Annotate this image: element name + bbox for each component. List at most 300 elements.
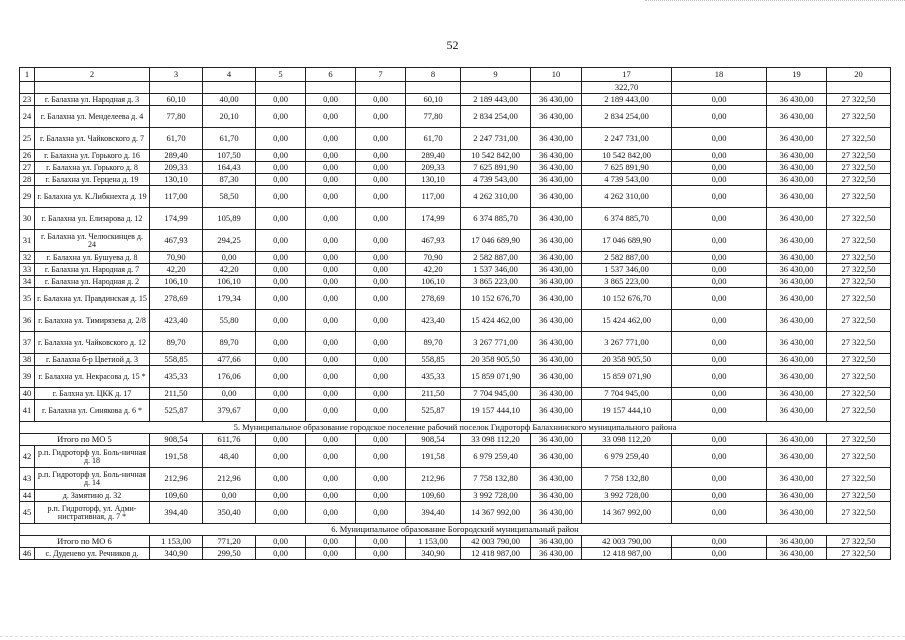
table-cell: 0,00 <box>356 490 406 502</box>
total-row <box>20 536 891 548</box>
table-cell: 0,00 <box>306 186 356 208</box>
table-row <box>20 400 891 422</box>
address-cell: г. Балахна ул. Герцена д. 19 <box>35 174 150 186</box>
table-cell: 36 430,00 <box>531 502 582 524</box>
table-cell: 27 322,50 <box>827 536 891 548</box>
table-cell: 0,00 <box>356 162 406 174</box>
table-cell: 0,00 <box>256 536 306 548</box>
scan-edge-mark <box>0 634 905 637</box>
table-cell: 3 865 223,00 <box>461 276 531 288</box>
header-row <box>20 68 891 82</box>
table-cell: 525,87 <box>406 400 461 422</box>
data-table <box>19 67 891 560</box>
table-cell: 0,00 <box>356 106 406 128</box>
row-number: 25 <box>20 128 35 150</box>
table-cell: 36 430,00 <box>767 150 827 162</box>
table-cell: 191,58 <box>406 446 461 468</box>
table-cell: 89,70 <box>203 332 256 354</box>
table-cell: 27 322,50 <box>827 252 891 264</box>
table-cell: 36 430,00 <box>531 264 582 276</box>
table-cell: 1 537 346,00 <box>461 264 531 276</box>
table-cell: 27 322,50 <box>827 332 891 354</box>
table-row <box>20 490 891 502</box>
address-cell: г. Балахна ул. К.Либкнехта д. 19 <box>35 186 150 208</box>
table-cell: 36 430,00 <box>531 162 582 174</box>
table-cell: 0,00 <box>356 434 406 446</box>
table-cell: 0,00 <box>306 468 356 490</box>
table-cell: 908,54 <box>406 434 461 446</box>
table-cell: 525,87 <box>150 400 203 422</box>
address-cell: д. Замятино д. 32 <box>35 490 150 502</box>
address-cell: с. Дуденево ул. Речников д. <box>35 548 150 560</box>
table-cell: 3 992 728,00 <box>461 490 531 502</box>
table-cell: 0,00 <box>672 186 767 208</box>
table-cell: 0,00 <box>203 388 256 400</box>
row-number: 44 <box>20 490 35 502</box>
table-cell: 2 582 887,00 <box>461 252 531 264</box>
table-row <box>20 366 891 388</box>
address-cell: г. Балахна ул. Некрасова д. 15 * <box>35 366 150 388</box>
table-cell: 89,70 <box>406 332 461 354</box>
table-cell: 36 430,00 <box>767 276 827 288</box>
table-cell: 0,00 <box>306 230 356 252</box>
table-cell: 36 430,00 <box>531 548 582 560</box>
address-cell: р.п. Гидроторф ул. Боль-ничная д. 14 <box>35 468 150 490</box>
table-cell: 36 430,00 <box>767 186 827 208</box>
table-cell: 117,00 <box>406 186 461 208</box>
table-cell <box>150 82 203 94</box>
table-cell: 212,96 <box>203 468 256 490</box>
table-cell: 174,99 <box>150 208 203 230</box>
table-cell <box>827 82 891 94</box>
table-cell: 0,00 <box>256 434 306 446</box>
table-cell: 7 758 132,80 <box>461 468 531 490</box>
row-number: 23 <box>20 94 35 106</box>
table-cell: 10 152 676,70 <box>582 288 672 310</box>
table-cell: 191,58 <box>150 446 203 468</box>
table-cell: 17 046 689,90 <box>461 230 531 252</box>
table-cell: 36 430,00 <box>531 332 582 354</box>
table-cell: 179,34 <box>203 288 256 310</box>
table-cell <box>203 82 256 94</box>
table-cell: 33 098 112,20 <box>461 434 531 446</box>
table-row <box>20 264 891 276</box>
table-cell: 0,00 <box>356 276 406 288</box>
table-cell: 36 430,00 <box>767 106 827 128</box>
table-cell: 36 430,00 <box>531 94 582 106</box>
table-row <box>20 162 891 174</box>
table-cell: 0,00 <box>306 434 356 446</box>
table-cell: 423,40 <box>150 310 203 332</box>
table-cell: 423,40 <box>406 310 461 332</box>
table-cell: 10 152 676,70 <box>461 288 531 310</box>
table-cell: 0,00 <box>256 230 306 252</box>
address-cell: р.п. Гидроторф ул. Боль-ничная д. 18 <box>35 446 150 468</box>
table-cell: 105,89 <box>203 208 256 230</box>
table-row <box>20 332 891 354</box>
table-cell: 211,50 <box>150 388 203 400</box>
page-number: 52 <box>446 38 459 52</box>
table-cell: 2 582 887,00 <box>582 252 672 264</box>
table-cell: 340,90 <box>150 548 203 560</box>
table-cell: 61,70 <box>203 128 256 150</box>
table-cell: 0,00 <box>203 490 256 502</box>
table-cell: 36 430,00 <box>767 366 827 388</box>
header-cell: 17 <box>582 68 672 82</box>
row-number: 46 <box>20 548 35 560</box>
table-cell: 15 424 462,00 <box>582 310 672 332</box>
table-cell: 0,00 <box>356 502 406 524</box>
table-cell: 36 430,00 <box>767 252 827 264</box>
table-cell: 394,40 <box>150 502 203 524</box>
table-cell: 70,90 <box>150 252 203 264</box>
table-cell: 36 430,00 <box>531 106 582 128</box>
table-cell: 89,70 <box>150 332 203 354</box>
table-row <box>20 174 891 186</box>
table-cell: 10 542 842,00 <box>461 150 531 162</box>
address-cell: г. Балахна ул. Елизарова д. 12 <box>35 208 150 230</box>
row-number: 29 <box>20 186 35 208</box>
table-cell: 36 430,00 <box>767 400 827 422</box>
table-cell: 0,00 <box>306 354 356 366</box>
table-cell: 27 322,50 <box>827 276 891 288</box>
table-cell: 0,00 <box>356 366 406 388</box>
table-cell: 36 430,00 <box>531 174 582 186</box>
table-row <box>20 548 891 560</box>
header-cell: 10 <box>531 68 582 82</box>
address-cell: г. Балахна ул. Синякова д. 6 * <box>35 400 150 422</box>
table-cell: 0,00 <box>306 400 356 422</box>
table-cell: 14 367 992,00 <box>582 502 672 524</box>
table-cell: 0,00 <box>672 366 767 388</box>
table-cell: 12 418 987,00 <box>582 548 672 560</box>
table-cell: 36 430,00 <box>767 310 827 332</box>
table-cell: 36 430,00 <box>767 468 827 490</box>
table-cell: 0,00 <box>256 332 306 354</box>
table-cell: 36 430,00 <box>531 446 582 468</box>
row-number: 33 <box>20 264 35 276</box>
table-cell: 27 322,50 <box>827 468 891 490</box>
table-cell: 0,00 <box>256 264 306 276</box>
table-cell: 27 322,50 <box>827 434 891 446</box>
address-cell: г. Балахна ул. Правдинская д. 15 <box>35 288 150 310</box>
table-cell: 0,00 <box>256 502 306 524</box>
table-cell: 42 003 790,00 <box>461 536 531 548</box>
table-cell: 0,00 <box>256 150 306 162</box>
section-row <box>20 524 891 536</box>
table-cell: 3 267 771,00 <box>582 332 672 354</box>
table-cell: 0,00 <box>306 366 356 388</box>
table-row <box>20 94 891 106</box>
table-cell: 0,00 <box>672 332 767 354</box>
table-cell: 0,00 <box>356 128 406 150</box>
table-cell <box>306 82 356 94</box>
table-cell: 558,85 <box>406 354 461 366</box>
table-cell: 36 430,00 <box>767 174 827 186</box>
table-cell: 36 430,00 <box>767 230 827 252</box>
row-number: 31 <box>20 230 35 252</box>
table-cell <box>461 82 531 94</box>
table-cell: 0,00 <box>356 536 406 548</box>
table-cell: 0,00 <box>672 536 767 548</box>
table-cell: 0,00 <box>306 106 356 128</box>
table-cell: 48,40 <box>203 446 256 468</box>
table-cell: 6 374 885,70 <box>461 208 531 230</box>
table-cell: 27 322,50 <box>827 106 891 128</box>
table-cell: 0,00 <box>256 310 306 332</box>
row-number: 24 <box>20 106 35 128</box>
table-cell: 0,00 <box>256 162 306 174</box>
table-cell: 0,00 <box>356 264 406 276</box>
table-cell: 211,50 <box>406 388 461 400</box>
table-cell: 20,10 <box>203 106 256 128</box>
table-cell: 36 430,00 <box>531 288 582 310</box>
table-cell: 0,00 <box>306 128 356 150</box>
table-cell: 299,50 <box>203 548 256 560</box>
table-cell: 0,00 <box>256 468 306 490</box>
table-cell: 36 430,00 <box>531 388 582 400</box>
row-number: 32 <box>20 252 35 264</box>
header-cell: 9 <box>461 68 531 82</box>
header-cell: 6 <box>306 68 356 82</box>
table-row <box>20 230 891 252</box>
section-title: 6. Муниципальное образование Богородский муниципальный район <box>20 524 891 536</box>
table-cell: 36 430,00 <box>531 310 582 332</box>
table-cell: 0,00 <box>672 94 767 106</box>
table-cell: 109,60 <box>406 490 461 502</box>
table-cell: 27 322,50 <box>827 446 891 468</box>
table-cell: 0,00 <box>672 434 767 446</box>
table-cell <box>531 82 582 94</box>
table-cell <box>35 82 150 94</box>
header-cell: 8 <box>406 68 461 82</box>
table-cell: 42,20 <box>150 264 203 276</box>
row-number: 26 <box>20 150 35 162</box>
table-cell: 0,00 <box>306 162 356 174</box>
table-cell: 36 430,00 <box>531 400 582 422</box>
table-cell: 0,00 <box>356 174 406 186</box>
table-cell: 0,00 <box>672 400 767 422</box>
table-cell <box>406 82 461 94</box>
table-row <box>20 252 891 264</box>
table-cell: 55,80 <box>203 310 256 332</box>
row-number: 40 <box>20 388 35 400</box>
table-cell: 0,00 <box>672 208 767 230</box>
table-cell: 15 424 462,00 <box>461 310 531 332</box>
table-row <box>20 288 891 310</box>
table-cell: 2 189 443,00 <box>461 94 531 106</box>
table-cell: 36 430,00 <box>531 150 582 162</box>
table-cell: 27 322,50 <box>827 230 891 252</box>
address-cell: г. Балахна ул. Народная д. 7 <box>35 264 150 276</box>
table-cell: 3 865 223,00 <box>582 276 672 288</box>
table-cell: 0,00 <box>306 94 356 106</box>
table-cell: 36 430,00 <box>767 446 827 468</box>
table-cell: 27 322,50 <box>827 208 891 230</box>
table-cell: 477,66 <box>203 354 256 366</box>
address-cell: г. Балахна ул. Чайковского д. 7 <box>35 128 150 150</box>
row-number: 41 <box>20 400 35 422</box>
table-cell: 36 430,00 <box>767 162 827 174</box>
table-cell: 0,00 <box>356 310 406 332</box>
table-cell: 27 322,50 <box>827 310 891 332</box>
table-cell: 294,25 <box>203 230 256 252</box>
table-row <box>20 354 891 366</box>
table-cell: 58,50 <box>203 186 256 208</box>
address-cell: г. Балахна ул. Народная д. 3 <box>35 94 150 106</box>
table-cell: 0,00 <box>356 150 406 162</box>
table-cell: 0,00 <box>672 310 767 332</box>
table-cell: 0,00 <box>306 264 356 276</box>
table-cell: 0,00 <box>306 288 356 310</box>
table-cell: 0,00 <box>356 446 406 468</box>
table-cell: 36 430,00 <box>531 490 582 502</box>
table-row <box>20 208 891 230</box>
header-cell: 4 <box>203 68 256 82</box>
table-cell: 3 267 771,00 <box>461 332 531 354</box>
table-cell: 36 430,00 <box>767 208 827 230</box>
table-cell: 0,00 <box>306 536 356 548</box>
table-cell: 130,10 <box>406 174 461 186</box>
table-cell: 0,00 <box>256 354 306 366</box>
table-cell: 1 153,00 <box>150 536 203 548</box>
table-cell: 0,00 <box>256 288 306 310</box>
table-cell: 0,00 <box>256 208 306 230</box>
table-cell: 0,00 <box>672 128 767 150</box>
table-cell: 0,00 <box>306 388 356 400</box>
table-cell: 7 758 132,80 <box>582 468 672 490</box>
table-cell: 27 322,50 <box>827 502 891 524</box>
table-cell: 0,00 <box>306 276 356 288</box>
table-cell: 174,99 <box>406 208 461 230</box>
table-cell: 36 430,00 <box>531 434 582 446</box>
table-cell: 27 322,50 <box>827 490 891 502</box>
table-cell: 6 979 259,40 <box>461 446 531 468</box>
table-row <box>20 186 891 208</box>
table-cell: 340,90 <box>406 548 461 560</box>
table-cell: 42,20 <box>406 264 461 276</box>
table-cell: 36 430,00 <box>531 276 582 288</box>
table-cell: 289,40 <box>406 150 461 162</box>
table-cell: 394,40 <box>406 502 461 524</box>
table-cell: 0,00 <box>672 230 767 252</box>
section-title: 5. Муниципальное образование городское поселение рабочий поселок Гидроторф Балахнинского муниципального района <box>20 422 891 434</box>
table-cell: 0,00 <box>306 502 356 524</box>
table-cell: 36 430,00 <box>531 230 582 252</box>
table-cell: 0,00 <box>256 548 306 560</box>
table-cell: 27 322,50 <box>827 94 891 106</box>
table-cell: 20 358 905,50 <box>582 354 672 366</box>
address-cell: г. Балахна ул. Бушуева д. 8 <box>35 252 150 264</box>
table-row <box>20 276 891 288</box>
table-cell: 771,20 <box>203 536 256 548</box>
table-cell: 87,30 <box>203 174 256 186</box>
table-cell: 0,00 <box>306 174 356 186</box>
table-cell: 60,10 <box>150 94 203 106</box>
table-cell: 27 322,50 <box>827 162 891 174</box>
section-row <box>20 422 891 434</box>
table-cell: 36 430,00 <box>531 186 582 208</box>
table-cell: 0,00 <box>256 490 306 502</box>
table-cell: 0,00 <box>672 106 767 128</box>
table-cell: 19 157 444,10 <box>582 400 672 422</box>
table-cell: 36 430,00 <box>767 332 827 354</box>
table-cell: 70,90 <box>406 252 461 264</box>
table-cell: 27 322,50 <box>827 174 891 186</box>
table-cell: 15 859 071,90 <box>461 366 531 388</box>
table-cell: 27 322,50 <box>827 366 891 388</box>
table-cell: 36 430,00 <box>531 252 582 264</box>
table-row <box>20 446 891 468</box>
table-cell: 212,96 <box>406 468 461 490</box>
table-cell: 0,00 <box>356 186 406 208</box>
table-cell: 0,00 <box>672 276 767 288</box>
header-cell: 1 <box>20 68 35 82</box>
table-cell: 0,00 <box>356 94 406 106</box>
table-cell: 0,00 <box>356 332 406 354</box>
header-cell: 7 <box>356 68 406 82</box>
table-cell: 0,00 <box>672 490 767 502</box>
table-cell: 350,40 <box>203 502 256 524</box>
table-cell: 10 542 842,00 <box>582 150 672 162</box>
table-cell: 27 322,50 <box>827 264 891 276</box>
table-cell: 0,00 <box>672 252 767 264</box>
table-cell: 0,00 <box>672 162 767 174</box>
table-cell: 176,06 <box>203 366 256 388</box>
carry-over-value: 322,70 <box>582 82 672 94</box>
table-cell: 0,00 <box>356 208 406 230</box>
table-cell: 0,00 <box>306 150 356 162</box>
table-cell: 0,00 <box>672 174 767 186</box>
table-cell: 0,00 <box>356 468 406 490</box>
row-number: 36 <box>20 310 35 332</box>
table-cell: 6 979 259,40 <box>582 446 672 468</box>
table-cell: 27 322,50 <box>827 128 891 150</box>
table-cell: 36 430,00 <box>531 536 582 548</box>
table-cell: 0,00 <box>672 150 767 162</box>
total-row <box>20 434 891 446</box>
table-cell <box>356 82 406 94</box>
table-cell: 27 322,50 <box>827 388 891 400</box>
header-cell: 5 <box>256 68 306 82</box>
table-cell <box>20 82 35 94</box>
table-cell: 379,67 <box>203 400 256 422</box>
table-cell: 4 739 543,00 <box>582 174 672 186</box>
table-cell: 278,69 <box>150 288 203 310</box>
table-row <box>20 502 891 524</box>
table-cell: 77,80 <box>150 106 203 128</box>
table-cell: 0,00 <box>203 252 256 264</box>
table-cell: 117,00 <box>150 186 203 208</box>
table-cell: 7 625 891,90 <box>582 162 672 174</box>
table-cell: 0,00 <box>672 354 767 366</box>
table-cell: 0,00 <box>356 230 406 252</box>
table-cell: 1 153,00 <box>406 536 461 548</box>
row-number: 37 <box>20 332 35 354</box>
row-number: 35 <box>20 288 35 310</box>
table-cell: 1 537 346,00 <box>582 264 672 276</box>
table-cell: 36 430,00 <box>531 468 582 490</box>
header-cell: 2 <box>35 68 150 82</box>
table-cell: 0,00 <box>672 288 767 310</box>
table-cell: 278,69 <box>406 288 461 310</box>
table-cell: 7 704 945,00 <box>461 388 531 400</box>
table-cell: 0,00 <box>256 186 306 208</box>
address-cell: г. Балхна ул. ЦКК д. 17 <box>35 388 150 400</box>
table-cell: 36 430,00 <box>531 366 582 388</box>
table-cell: 7 704 945,00 <box>582 388 672 400</box>
table-cell: 212,96 <box>150 468 203 490</box>
